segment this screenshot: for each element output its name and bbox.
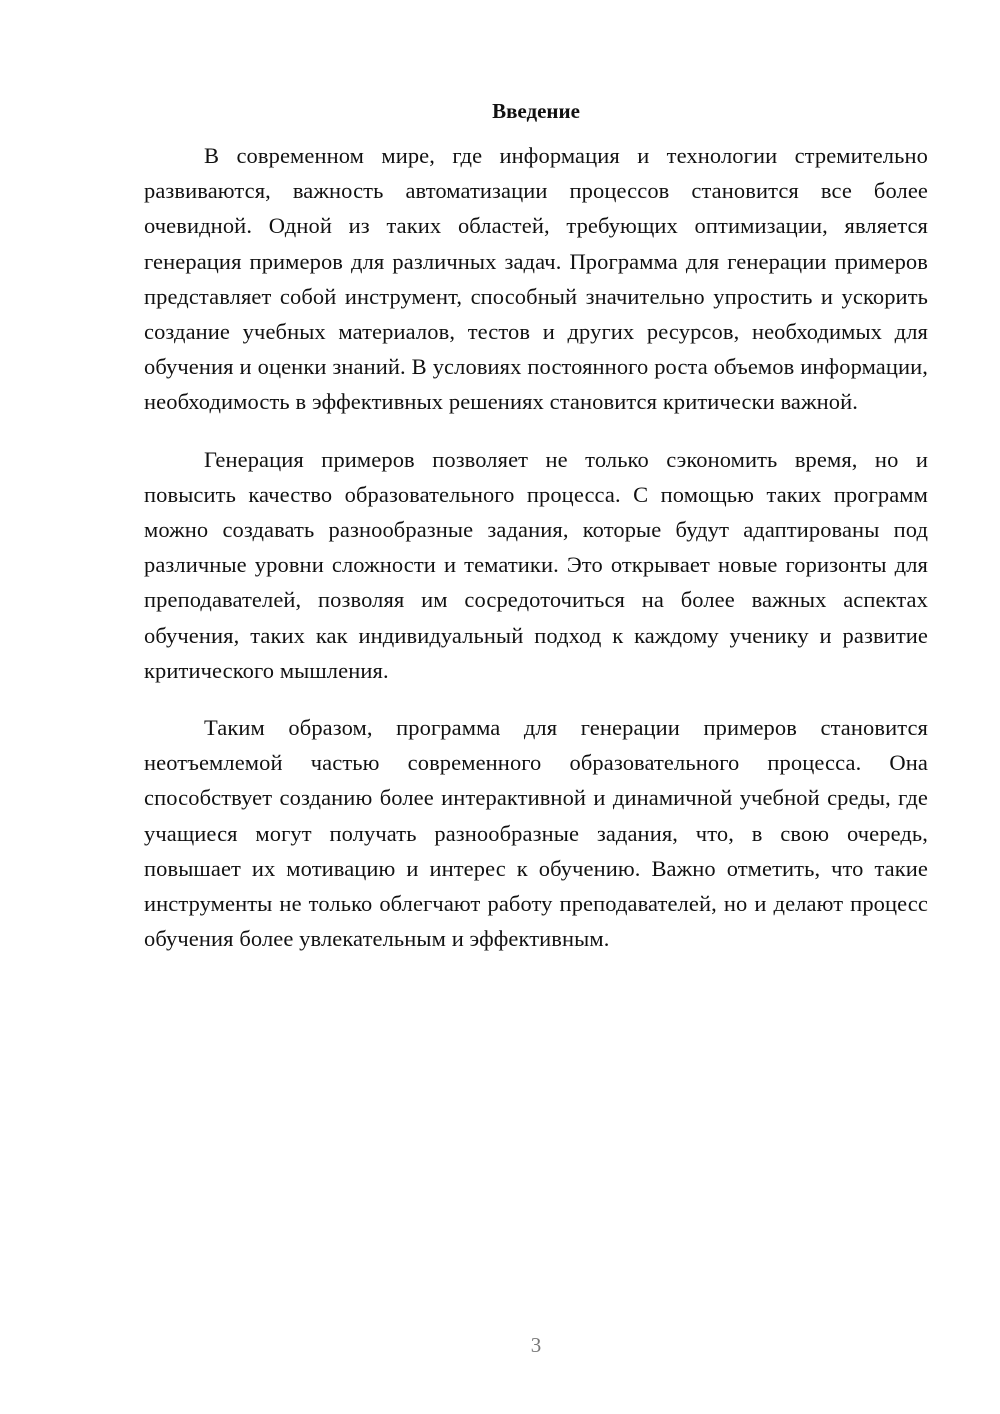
- page-content: [144, 96, 928, 978]
- paragraph-2: Генерация примеров позволяет не только сэкономить время, но и повысить качество образовательного процесса. С помощью таких программ можно создавать разнообразные задания, которые будут адаптированы под различные уровни сложности и тематики. Это открывает новые горизонты для преподавателей, позволяя им сосредоточиться на более важных аспектах обучения, таких как индивидуальный подход к каждому ученику и развитие критического мышления.: [144, 446, 928, 683]
- paragraph-1: В современном мире, где информация и технологии стремительно развиваются, важность автоматизации процессов становится все более очевидной. Одной из таких областей, требующих оптимизации, является генерация примеров для различных задач. Программа для генерации примеров представляет собой инструмент, способный значительно упростить и ускорить создание учебных материалов, тестов и других ресурсов, необходимых для обучения и оценки знаний. В условиях постоянного роста объемов информации, необходимость в эффективных решениях становится критически важной.: [144, 143, 928, 415]
- section-title: Введение: [492, 99, 580, 123]
- page-number: 3: [530, 1333, 542, 1357]
- paragraph-3: Таким образом, программа для генерации примеров становится неотъемлемой частью современного образовательного процесса. Она способствует созданию более интерактивной и динамичной учебной среды, где учащиеся могут получать разнообразные задания, что, в свою очередь, повышает их мотивацию и интерес к обучению. Важно отметить, что такие инструменты не только облегчают работу преподавателей, но и делают процесс обучения более увлекательным и эффективным.: [144, 715, 928, 952]
